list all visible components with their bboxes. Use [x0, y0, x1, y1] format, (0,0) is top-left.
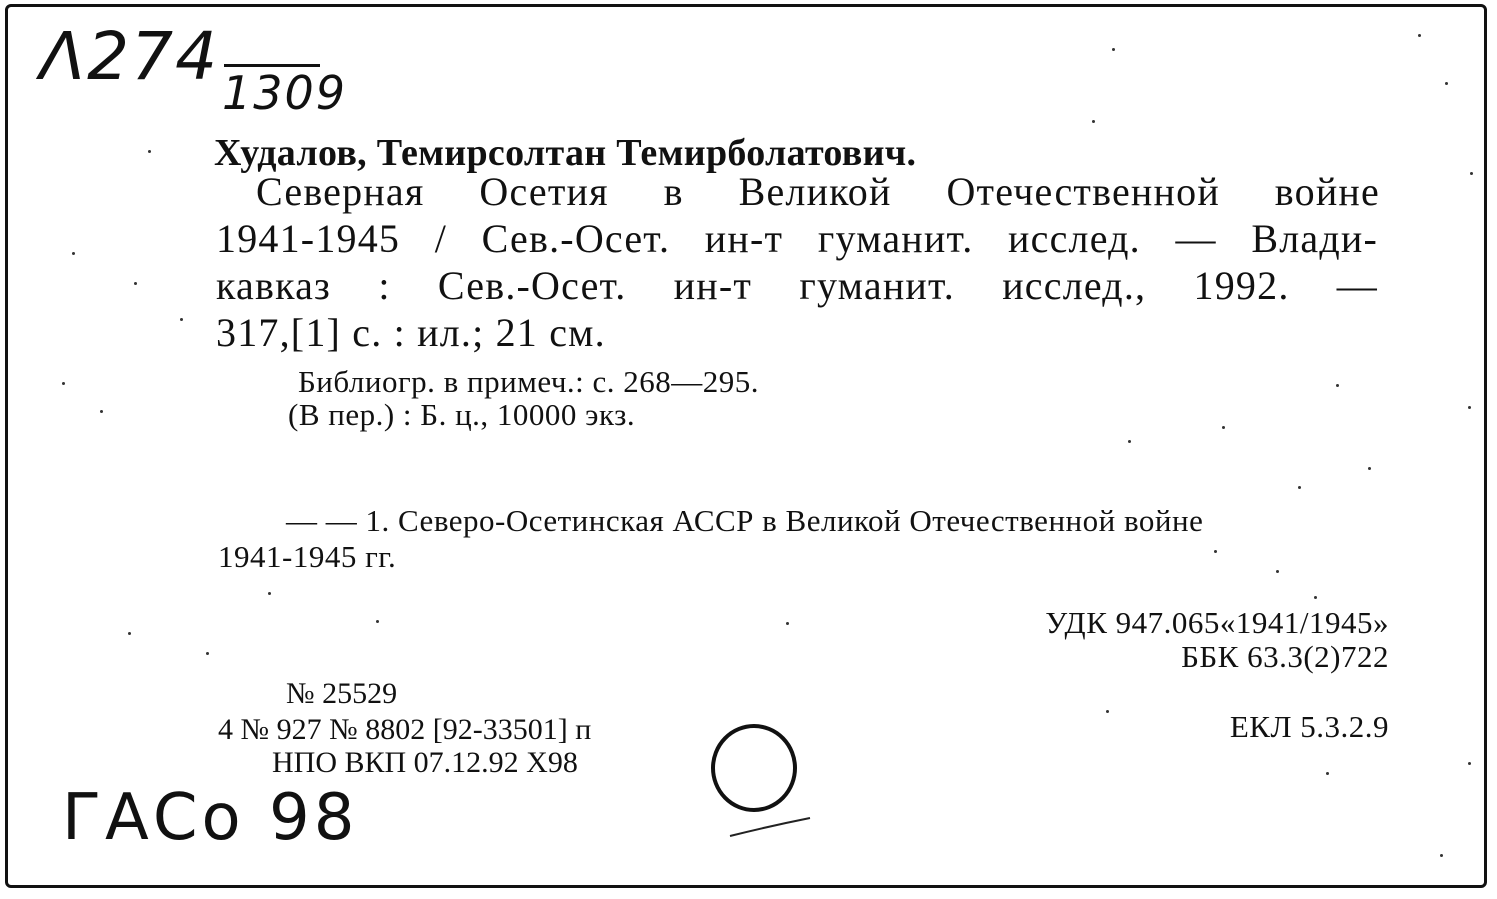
ekl-code: ЕКЛ 5.3.2.9 — [1229, 709, 1389, 744]
bibliography-note: Библиогр. в примеч.: с. 268—295. — [298, 364, 760, 399]
print-run-line: 4 № 927 № 8802 [92-33501] п — [218, 713, 592, 746]
title-text-1: Северная Осетия в Великой Отечественной войне — [256, 169, 1380, 214]
subject-line-2: 1941-1945 гг. — [218, 539, 397, 574]
subject-line-1: — — 1. Северо-Осетинская АССР в Великой Отечественной войне — [286, 503, 1204, 538]
shelfmark-top: Λ274 — [40, 18, 220, 95]
binding-note: (В пер.) : Б. ц., 10000 экз. — [288, 397, 636, 432]
card-number: № 25529 — [286, 677, 398, 710]
bbk-code: ББК 63.3(2)722 — [1181, 639, 1389, 674]
stamp-circle — [700, 718, 820, 838]
title-line-1 — [256, 168, 1380, 216]
shelfmark-sub: 1309 — [222, 66, 348, 120]
handwritten-shelfmark — [40, 18, 220, 95]
handwritten-bottom-mark: ГАСо 98 — [62, 781, 359, 855]
title-line-4: 317,[1] с. : ил.; 21 см. — [216, 310, 606, 355]
title-line-3: кавказ : Сев.-Осет. ин-т гуманит. исслед., 1992. — — [216, 263, 1378, 308]
title-line-2: 1941-1945 / Сев.-Осет. ин-т гуманит. исслед. — Влади- — [216, 216, 1378, 261]
publisher-line: НПО ВКП 07.12.92 Х98 — [272, 746, 578, 779]
author-heading: Худалов, Темирсолтан Темирболатович. — [214, 132, 917, 174]
udk-code: УДК 947.065«1941/1945» — [1045, 605, 1389, 640]
